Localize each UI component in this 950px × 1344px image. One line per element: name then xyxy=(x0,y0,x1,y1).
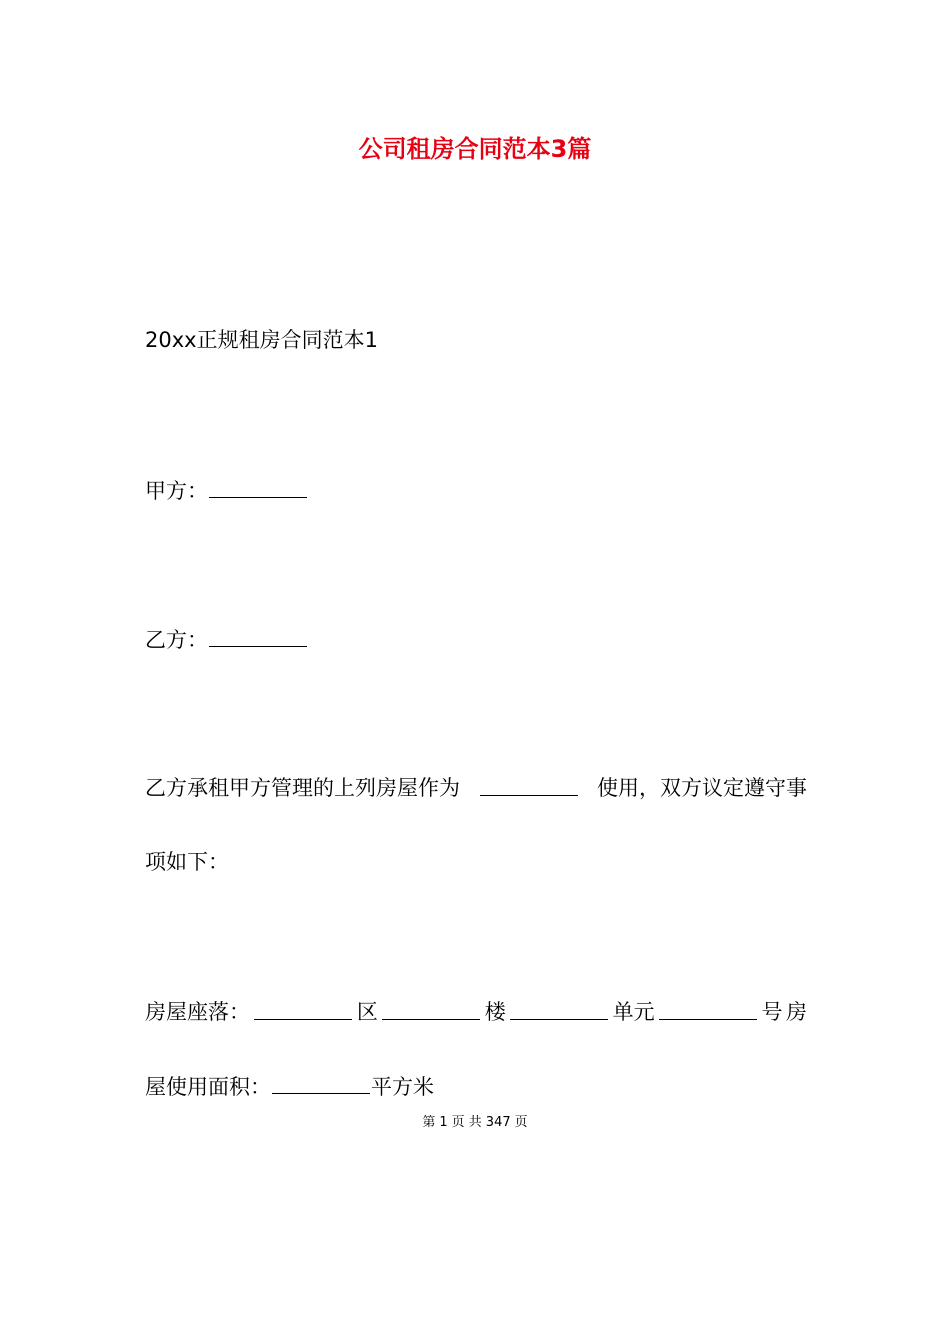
footer-suffix: 页 xyxy=(514,1115,528,1130)
usage-suffix: 使用，双方议定遵守事 xyxy=(597,776,807,800)
area-line xyxy=(145,1071,434,1102)
footer-page-number: 1 xyxy=(439,1115,448,1130)
location-label: 房屋座落： xyxy=(145,1000,250,1024)
number-blank xyxy=(659,997,757,1020)
party-b-blank xyxy=(209,624,307,647)
party-a-line xyxy=(145,475,308,506)
usage-prefix: 乙方承租甲方管理的上列房屋作为 xyxy=(145,776,460,800)
building-label: 楼 xyxy=(484,1000,506,1024)
house-label: 房 xyxy=(785,1000,807,1024)
page-title: 公司租房合同范本3篇 xyxy=(358,135,592,163)
number-label: 号 xyxy=(761,1000,783,1024)
contract-subtitle: 20xx正规租房合同范本1 xyxy=(145,328,378,352)
district-blank xyxy=(254,997,352,1020)
footer-total-pages: 347 xyxy=(485,1115,511,1130)
location-line xyxy=(145,997,807,1027)
footer-prefix: 第 xyxy=(422,1115,436,1130)
district-label: 区 xyxy=(356,1000,378,1024)
party-a-label: 甲方： xyxy=(145,479,208,503)
party-a-blank xyxy=(209,475,307,498)
unit-blank xyxy=(510,997,608,1020)
area-label: 屋使用面积： xyxy=(145,1075,271,1099)
party-b-label: 乙方： xyxy=(145,628,208,652)
area-blank xyxy=(272,1071,370,1094)
footer-middle: 页 共 xyxy=(451,1115,482,1130)
area-unit: 平方米 xyxy=(371,1075,434,1099)
usage-line xyxy=(145,773,807,803)
building-blank xyxy=(382,997,480,1020)
unit-label: 单元 xyxy=(612,1000,655,1024)
usage-line-2: 项如下： xyxy=(145,850,229,874)
page-footer xyxy=(0,1114,950,1132)
party-b-line xyxy=(145,624,308,655)
usage-blank xyxy=(480,773,578,796)
